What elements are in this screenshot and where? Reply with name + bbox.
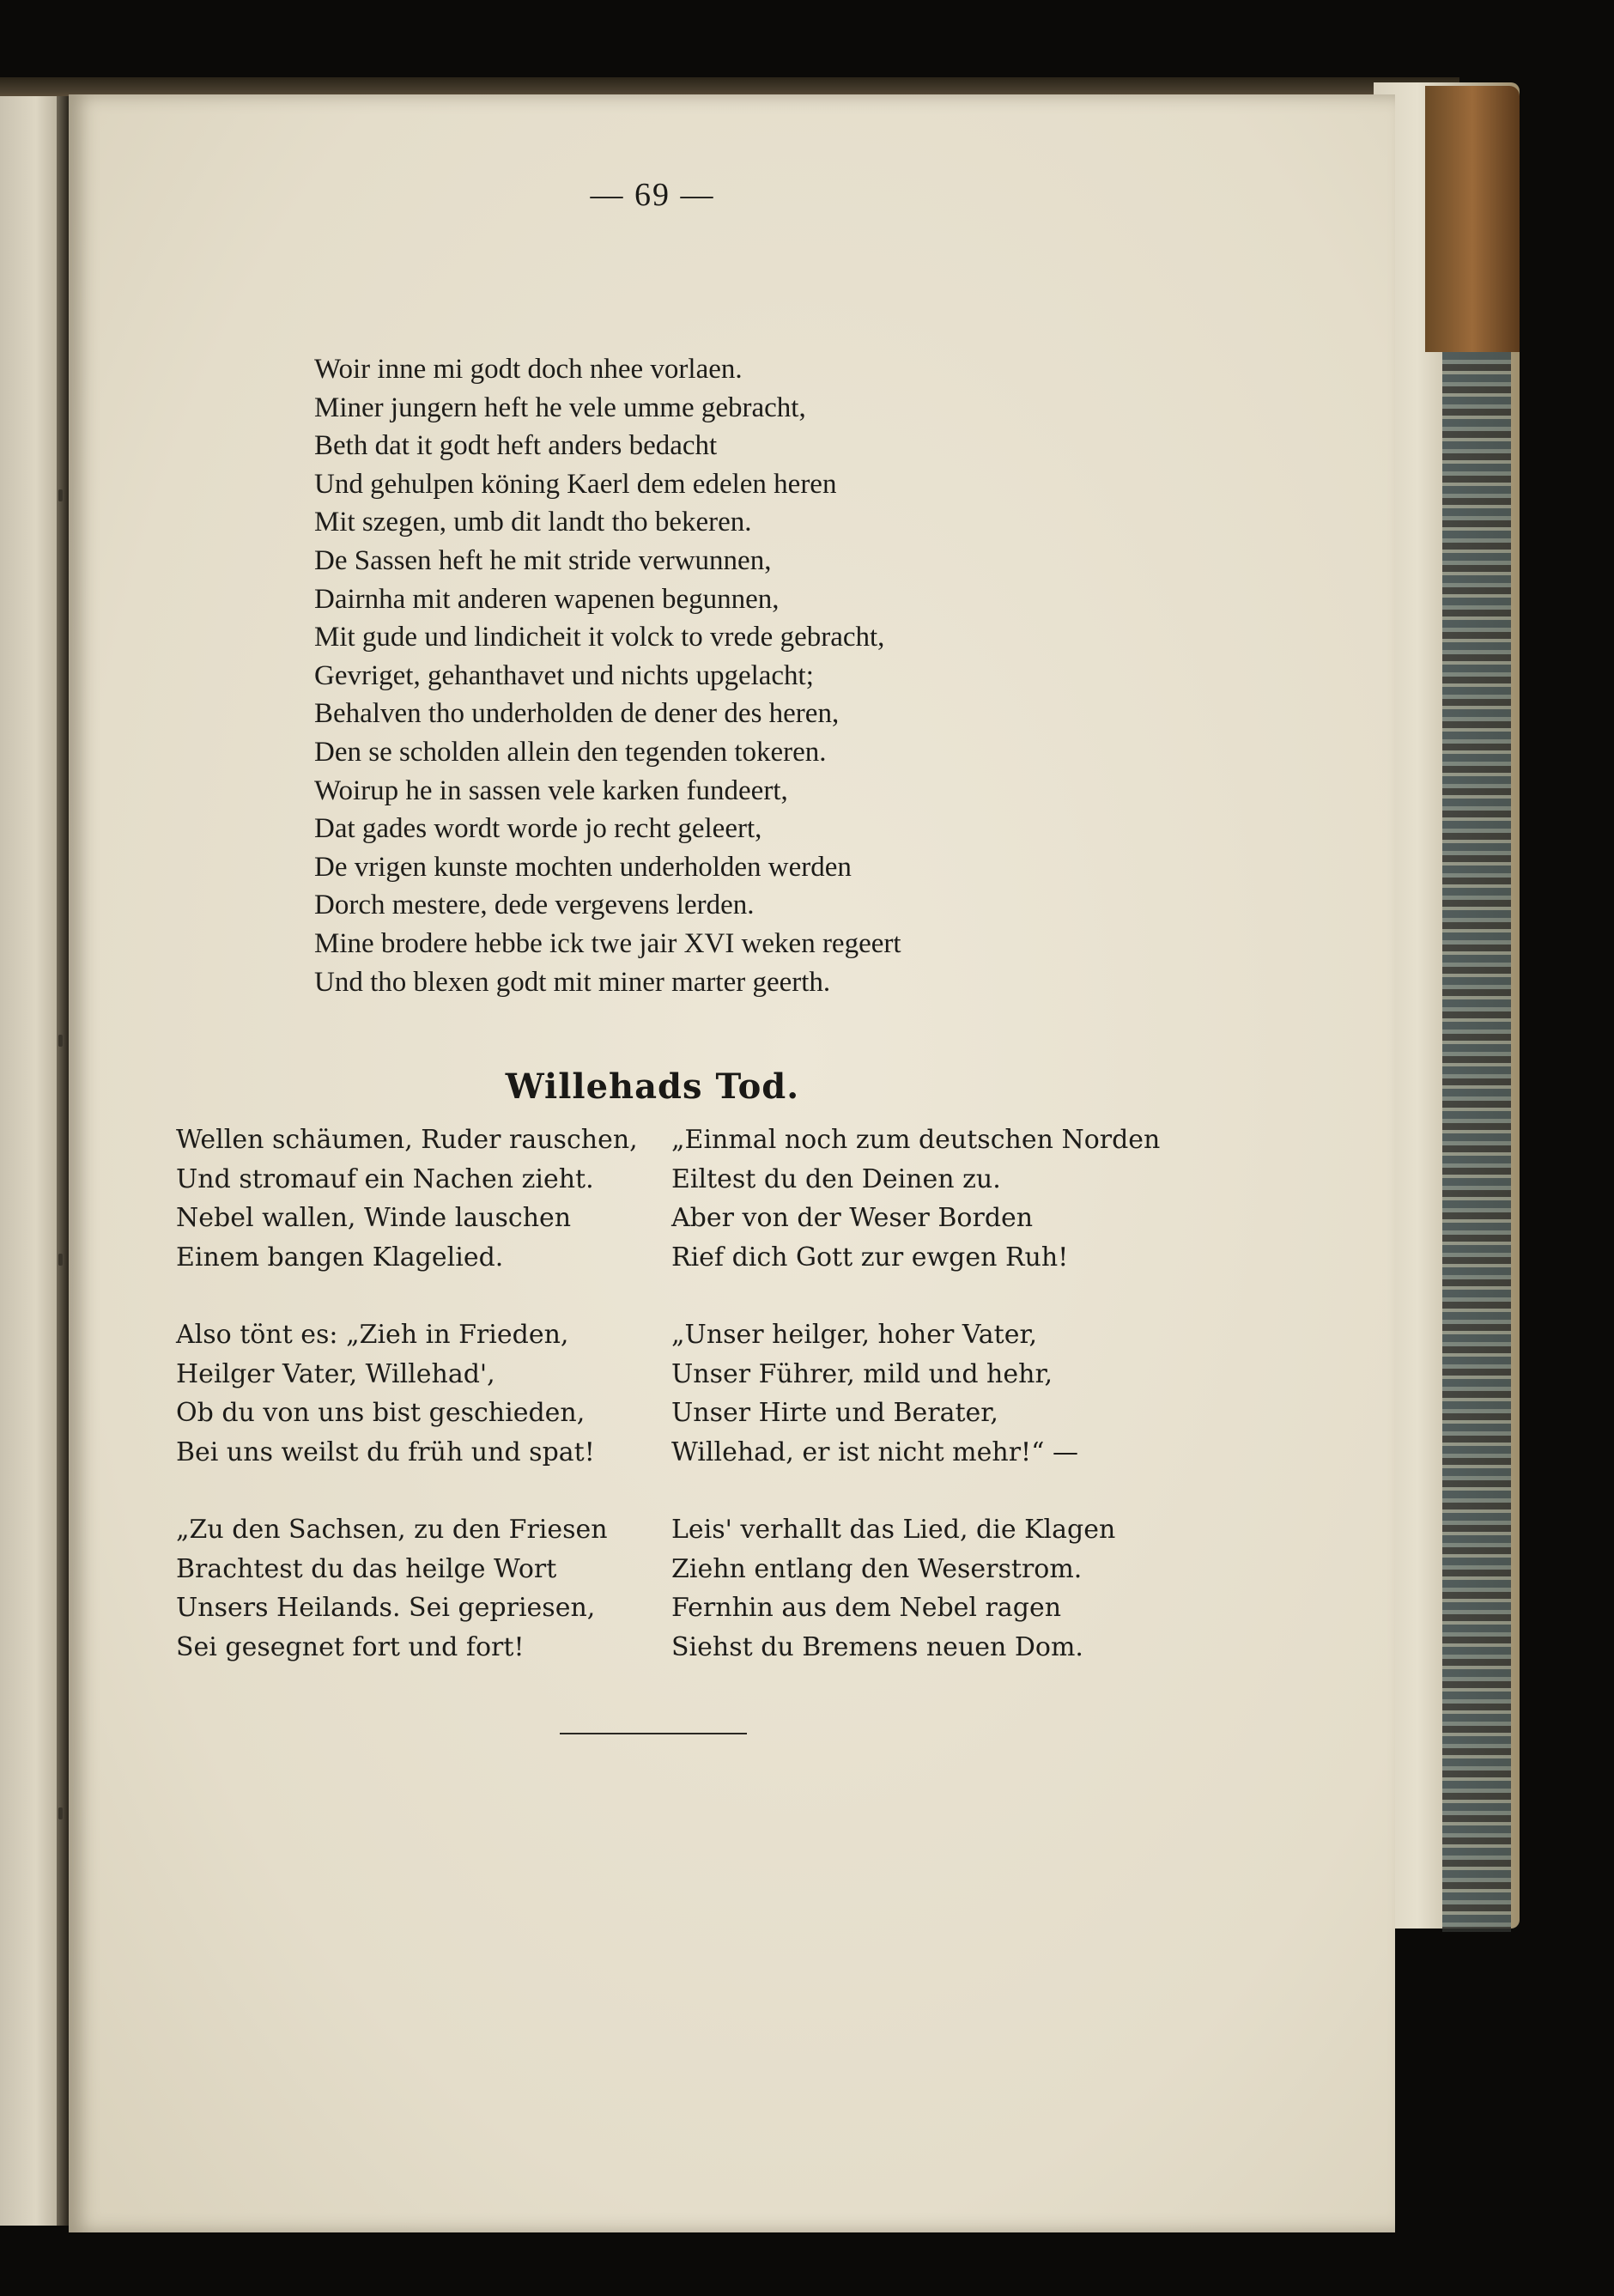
verse-line: Ziehn entlang den Weserstrom. bbox=[671, 1553, 1083, 1584]
poem-line: Mit szegen, umb dit landt tho bekeren. bbox=[314, 507, 752, 538]
poem-line: De Sassen heft he mit stride verwunnen, bbox=[314, 544, 772, 576]
stanza bbox=[671, 1510, 1152, 1667]
poem-line: Dat gades wordt worde jo recht geleert, bbox=[314, 813, 762, 845]
verse-line: Siehst du Bremens neuen Dom. bbox=[671, 1631, 1083, 1662]
verse-line: Unsers Heilands. Sei gepriesen, bbox=[176, 1593, 596, 1623]
poem-line: Behalven tho underholden de dener des heren, bbox=[314, 698, 840, 730]
verse-line: „Einmal noch zum deutschen Norden bbox=[671, 1125, 1161, 1155]
verse-line: Einem bangen Klagelied. bbox=[176, 1242, 504, 1273]
stanza bbox=[671, 1315, 1152, 1472]
poem-line: Dorch mestere, dede vergevens lerden. bbox=[314, 890, 755, 921]
poem-line: Und tho blexen godt mit miner marter geerth. bbox=[314, 966, 831, 998]
poem-line: Mit gude und lindicheit it volck to vrede gebracht, bbox=[314, 622, 885, 653]
stanza bbox=[176, 1315, 657, 1472]
verse-line: Sei gesegnet fort und fort! bbox=[176, 1631, 525, 1662]
poem-line: Mine brodere hebbe ick twe jair XVI weken regeert bbox=[314, 927, 901, 959]
page-number: — 69 — bbox=[590, 177, 715, 213]
margin-mark bbox=[58, 1254, 63, 1266]
verse-line: Leis' verhallt das Lied, die Klagen bbox=[671, 1515, 1116, 1545]
verse-line: Willehad, er ist nicht mehr!“ — bbox=[671, 1437, 1078, 1467]
verse-line: Bei uns weilst du früh und spat! bbox=[176, 1437, 595, 1467]
leather-binding bbox=[1425, 86, 1520, 352]
margin-mark bbox=[58, 1035, 63, 1047]
marbled-edge bbox=[1442, 352, 1511, 1932]
stanza bbox=[176, 1510, 657, 1667]
poem-line: De vrigen kunste mochten underholden werden bbox=[314, 851, 852, 883]
verse-line: Wellen schäumen, Ruder rauschen, bbox=[176, 1125, 638, 1155]
stanza bbox=[671, 1121, 1161, 1277]
poem-column-right bbox=[671, 1121, 1161, 1705]
poem-line: Woirup he in sassen vele karken fundeert, bbox=[314, 774, 788, 806]
margin-mark bbox=[58, 489, 63, 501]
verse-line: Eiltest du den Deinen zu. bbox=[671, 1163, 1001, 1194]
poem-line: Dairnha mit anderen wapenen begunnen, bbox=[314, 583, 780, 615]
margin-mark bbox=[58, 1807, 63, 1819]
lowgerman-poem bbox=[314, 350, 1087, 1001]
verse-line: Heilger Vater, Willehad', bbox=[176, 1358, 495, 1389]
verse-line: Und stromauf ein Nachen zieht. bbox=[176, 1163, 594, 1194]
verse-line: Unser Hirte und Berater, bbox=[671, 1398, 998, 1428]
verse-line: Ob du von uns bist geschieden, bbox=[176, 1398, 586, 1428]
verse-line: Nebel wallen, Winde lauschen bbox=[176, 1203, 572, 1233]
verse-line: Brachtest du das heilge Wort bbox=[176, 1553, 557, 1584]
verse-line: „Unser heilger, hoher Vater, bbox=[671, 1320, 1038, 1350]
poem-line: Miner jungern heft he vele umme gebracht, bbox=[314, 392, 806, 423]
poem-line: Gevriget, gehanthavet und nichts upgelacht; bbox=[314, 659, 814, 691]
verse-line: Rief dich Gott zur ewgen Ruh! bbox=[671, 1242, 1069, 1273]
poem-column-left bbox=[176, 1121, 657, 1705]
verse-line: Aber von der Weser Borden bbox=[671, 1203, 1034, 1233]
verse-line: „Zu den Sachsen, zu den Friesen bbox=[176, 1515, 608, 1545]
poem-line: Den se scholden allein den tegenden tokeren. bbox=[314, 736, 827, 768]
verse-line: Also tönt es: „Zieh in Frieden, bbox=[176, 1320, 569, 1350]
book-gutter bbox=[57, 96, 69, 2226]
poem-line: Woir inne mi godt doch nhee vorlaen. bbox=[314, 354, 743, 385]
stanza bbox=[176, 1121, 657, 1277]
left-page-edge bbox=[0, 96, 60, 2226]
verse-line: Unser Führer, mild und hehr, bbox=[671, 1358, 1053, 1389]
section-divider bbox=[560, 1733, 747, 1734]
verse-line: Fernhin aus dem Nebel ragen bbox=[671, 1593, 1062, 1623]
poem-title: Willehads Tod. bbox=[505, 1066, 800, 1107]
poem-line: Und gehulpen köning Kaerl dem edelen heren bbox=[314, 468, 837, 500]
poem-line: Beth dat it godt heft anders bedacht bbox=[314, 430, 718, 462]
